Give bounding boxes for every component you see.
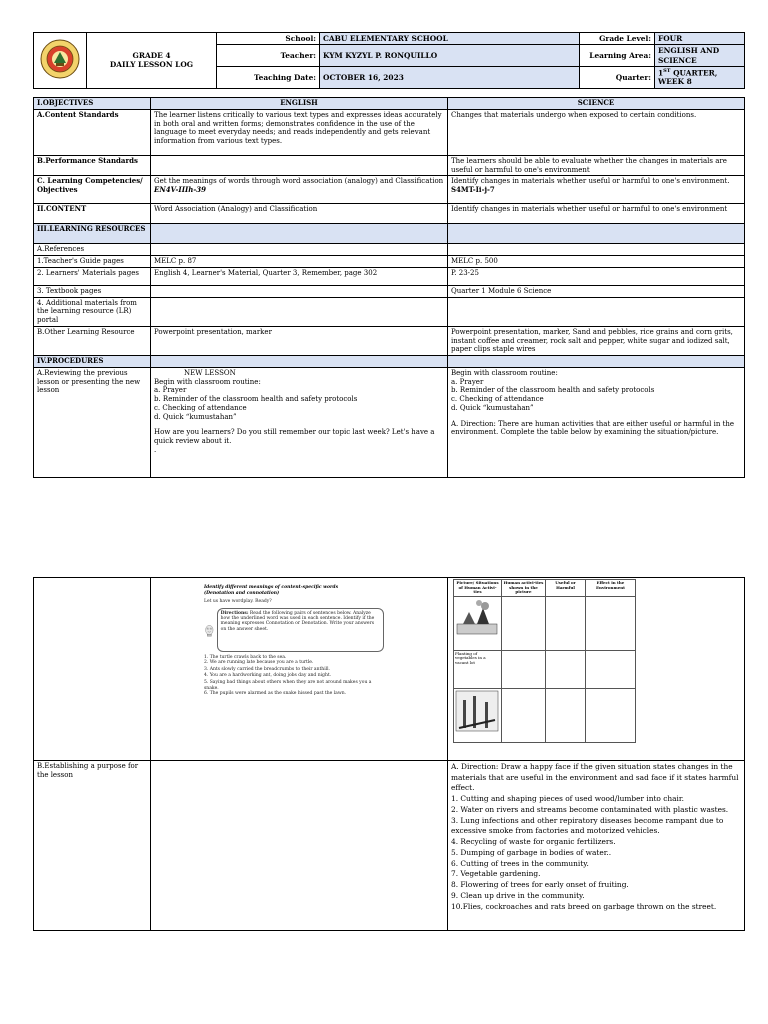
additional-materials-science [448, 297, 745, 326]
other-resource-english: Powerpoint presentation, marker [151, 326, 448, 355]
learning-area-value: ENGLISH AND SCIENCE [655, 45, 745, 67]
col-activity: Human activi-ties shown in the picture [502, 580, 546, 597]
activity-cell-3 [502, 688, 546, 742]
quarter-rest: QUARTER, WEEK 8 [658, 68, 718, 87]
effect-cell-1 [586, 596, 636, 650]
performance-standards-english [151, 155, 448, 176]
other-resource-label: B.Other Learning Resource [34, 326, 151, 355]
purpose-item-5: 5. Dumping of garbage in bodies of water.. [451, 847, 612, 857]
purpose-item-10: 10.Flies, cockroaches and rats breed on garbage thrown on the street. [451, 901, 717, 911]
lesson-log-table-continued [33, 577, 745, 931]
competencies-science [448, 176, 745, 204]
review-label-continued [34, 578, 151, 761]
teachers-guide-label: 1.Teacher's Guide pages [34, 256, 151, 268]
competency-english-text: Get the meanings of words through word association (analogy) and Classification [154, 177, 444, 186]
effect-cell-3 [586, 688, 636, 742]
review-english-line-1: Begin with classroom routine: [154, 377, 261, 386]
header-table [33, 32, 745, 89]
useful-cell-3 [546, 688, 586, 742]
grade-level-label: Grade Level: [580, 33, 655, 45]
smoke-pollution-icon [455, 598, 499, 638]
other-resource-science: Powerpoint presentation, marker, Sand and pebbles, rice grains and corn grits, instant coffee and creamer, rock salt and pepper, white sugar and iodized salt, paper clips staple wires [448, 326, 745, 355]
col-effect: Effect in the Environment [586, 580, 636, 597]
learners-materials-english: English 4, Learner's Material, Quarter 3, Remember, page 302 [151, 267, 448, 285]
review-science [448, 367, 745, 477]
school-label: School: [217, 33, 320, 45]
teaching-date-value: OCTOBER 16, 2023 [320, 66, 580, 88]
useful-cell-2 [546, 650, 586, 688]
wordplay-heading: Identify different meanings of content-specific words [204, 585, 339, 590]
picture-cell-2: Planting of vegetables in a vacant lot [454, 650, 502, 688]
review-science-line-5: d. Quick “kumustahan” [451, 403, 534, 412]
review-english-line-7: . [154, 445, 157, 454]
learners-materials-label: 2. Learners' Materials pages [34, 267, 151, 285]
picture-cell-1 [454, 596, 502, 650]
teachers-guide-english: MELC p. 87 [151, 256, 448, 268]
school-seal [34, 33, 87, 89]
wordplay-subheading: (Denotation and connotation) [204, 590, 280, 596]
content-english: Word Association (Analogy) and Classification [151, 204, 448, 224]
learning-resources-english [151, 224, 448, 244]
review-english-line-2: a. Prayer [154, 386, 187, 395]
competencies-label: C. Learning Competencies/ Objectives [34, 176, 151, 204]
review-english-line-3: b. Reminder of the classroom health and safety protocols [154, 395, 358, 403]
science-activity-image [448, 578, 745, 761]
review-science-line-6: A. Direction: There are human activities that are either useful or harmful in the environment. Complete the table below by examining the situation/picture. [451, 419, 735, 437]
lesson-log-table [33, 97, 745, 478]
wordplay-sentences [204, 655, 384, 697]
col-picture: Picture/ Situations of Human Activi-ties [454, 580, 502, 597]
purpose-item-3: 3. Lung infections and other repiratory diseases become rampant due to excessive smoke from factories and motorized vehicles. [451, 815, 724, 836]
cartoon-mascot-icon [204, 608, 215, 652]
review-science-line-4: c. Checking of attendance [451, 395, 544, 403]
content-standards-science: Changes that materials undergo when exposed to certain conditions. [448, 109, 745, 155]
purpose-item-7: 7. Vegetable gardening. [451, 869, 541, 879]
content-standards-label: A.Content Standards [34, 109, 151, 155]
activity-cell-1 [502, 596, 546, 650]
effect-cell-2 [586, 650, 636, 688]
review-english-line-5: d. Quick “kumustahan” [154, 412, 237, 421]
sentence-6: 6. The pupils were alarmed as the snake hissed past the lawn. [204, 690, 347, 696]
picture-cell-3 [454, 688, 502, 742]
human-activities-table [453, 579, 636, 743]
performance-standards-label: B.Performance Standards [34, 155, 151, 176]
content-science: Identify changes in materials whether useful or harmful to one's environment [448, 204, 745, 224]
learning-resources-science [448, 224, 745, 244]
competency-science-code: S4MT-Ii-j-7 [451, 185, 495, 194]
grade-line: GRADE 4 [132, 51, 171, 61]
col-useful-harmful: Useful or Harmful [546, 580, 586, 597]
competency-science-text: Identify changes in materials whether useful or harmful to one's environment. [451, 177, 730, 186]
review-english-line-6: How are you learners? Do you still remember our topic last week? Let's have a quick review about it. [154, 428, 435, 445]
wordplay-intro: Let us have wordplay. Ready? [204, 599, 272, 605]
purpose-item-1: 1. Cutting and shaping pieces of used wood/lumber into chair. [451, 794, 684, 804]
purpose-label: B.Establishing a purpose for the lesson [34, 761, 151, 931]
learning-resources-label: III.LEARNING RESOURCES [34, 224, 151, 244]
textbook-science: Quarter 1 Module 6 Science [448, 285, 745, 297]
learning-area-label: Learning Area: [580, 45, 655, 67]
sentence-4: 4. You are a hardworking ant, doing jobs day and night. [204, 672, 332, 678]
review-science-line-3: b. Reminder of the classroom health and safety protocols [451, 386, 655, 395]
procedures-science [448, 356, 745, 368]
procedures-label: IV.PROCEDURES [34, 356, 151, 368]
sentence-1: 1. The turtle crawls back to the sea. [204, 654, 287, 660]
content-label: II.CONTENT [34, 204, 151, 224]
procedures-english [151, 356, 448, 368]
purpose-english [151, 761, 448, 931]
textbook-english [151, 285, 448, 297]
purpose-item-2: 2. Water on rivers and streams become contaminated with plastic wastes. [451, 804, 729, 814]
grade-level-value: FOUR [655, 33, 745, 45]
purpose-science-intro: A. Direction: Draw a happy face if the given situation states changes in the materials that are useful in the environment and sad face if it states harmful effect. [451, 762, 739, 793]
directions-label: Directions: [220, 610, 249, 616]
purpose-item-4: 4. Recycling of waste for organic fertilizers. [451, 837, 616, 847]
english-activity-image [151, 578, 448, 761]
useful-cell-1 [546, 596, 586, 650]
tree-cutting-icon [455, 690, 499, 732]
review-science-line-2: a. Prayer [451, 377, 484, 386]
sentence-2: 2. We are running late because you are a turtle. [204, 660, 314, 666]
teaching-date-label: Teaching Date: [217, 66, 320, 88]
sentence-5: 5. Saying bad things about others when they are not around makes you a snake. [204, 680, 372, 691]
quarter-number: 1 [658, 68, 664, 78]
performance-standards-science: The learners should be able to evaluate whether the changes in materials are useful or harmful to one's environment [448, 155, 745, 176]
purpose-item-8: 8. Flowering of trees for early onset of fruiting. [451, 880, 629, 890]
references-label: A.References [34, 244, 151, 256]
english-heading: ENGLISH [151, 98, 448, 110]
quarter-label: Quarter: [580, 66, 655, 88]
purpose-item-9: 9. Clean up drive in the community. [451, 890, 585, 900]
new-lesson-title: NEW LESSON [184, 368, 236, 377]
content-standards-english: The learner listens critically to various text types and expresses ideas accurately in both oral and written forms; demonstrates confidence in the use of the language to meet everyday needs; and reads independently and gets relevant information from various text types. [151, 109, 448, 155]
purpose-item-6: 6. Cutting of trees in the community. [451, 858, 589, 868]
quarter-value [655, 66, 745, 88]
objectives-heading: I.OBJECTIVES [34, 98, 151, 110]
learners-materials-science: P. 23-25 [448, 267, 745, 285]
directions-text: Read the following pairs of sentences below. Analyze how the underlined word was used in each sentence. Identify if the meaning expresses Connotation or Denotation. Write your answers on the answer sheet. [220, 610, 375, 632]
teacher-label: Teacher: [217, 45, 320, 67]
activity-cell-2 [502, 650, 546, 688]
quarter-suffix: ST [663, 67, 671, 74]
deped-seal-icon [40, 39, 80, 79]
textbook-label: 3. Textbook pages [34, 285, 151, 297]
teacher-value: KYM KYZYL P. RONQUILLO [320, 45, 580, 67]
purpose-science [448, 761, 745, 931]
wordplay-directions [217, 608, 384, 652]
competencies-english [151, 176, 448, 204]
school-value: CABU ELEMENTARY SCHOOL [320, 33, 580, 45]
sentence-3: 3. Ants slowly carried the breadcrumbs to their anthill. [204, 667, 330, 673]
additional-materials-english [151, 297, 448, 326]
log-line: DAILY LESSON LOG [109, 60, 194, 70]
references-science [448, 244, 745, 256]
science-heading: SCIENCE [448, 98, 745, 110]
competency-english-code: EN4V-IIIh-39 [154, 185, 206, 194]
grade-title [87, 33, 217, 89]
review-label: A.Reviewing the previous lesson or presenting the new lesson [34, 367, 151, 477]
review-science-line-1: Begin with classroom routine: [451, 368, 558, 377]
teachers-guide-science: MELC p. 500 [448, 256, 745, 268]
additional-materials-label: 4. Additional materials from the learning resource (LR) portal [34, 297, 151, 326]
references-english [151, 244, 448, 256]
review-english [151, 367, 448, 477]
review-english-line-4: c. Checking of attendance [154, 403, 247, 412]
